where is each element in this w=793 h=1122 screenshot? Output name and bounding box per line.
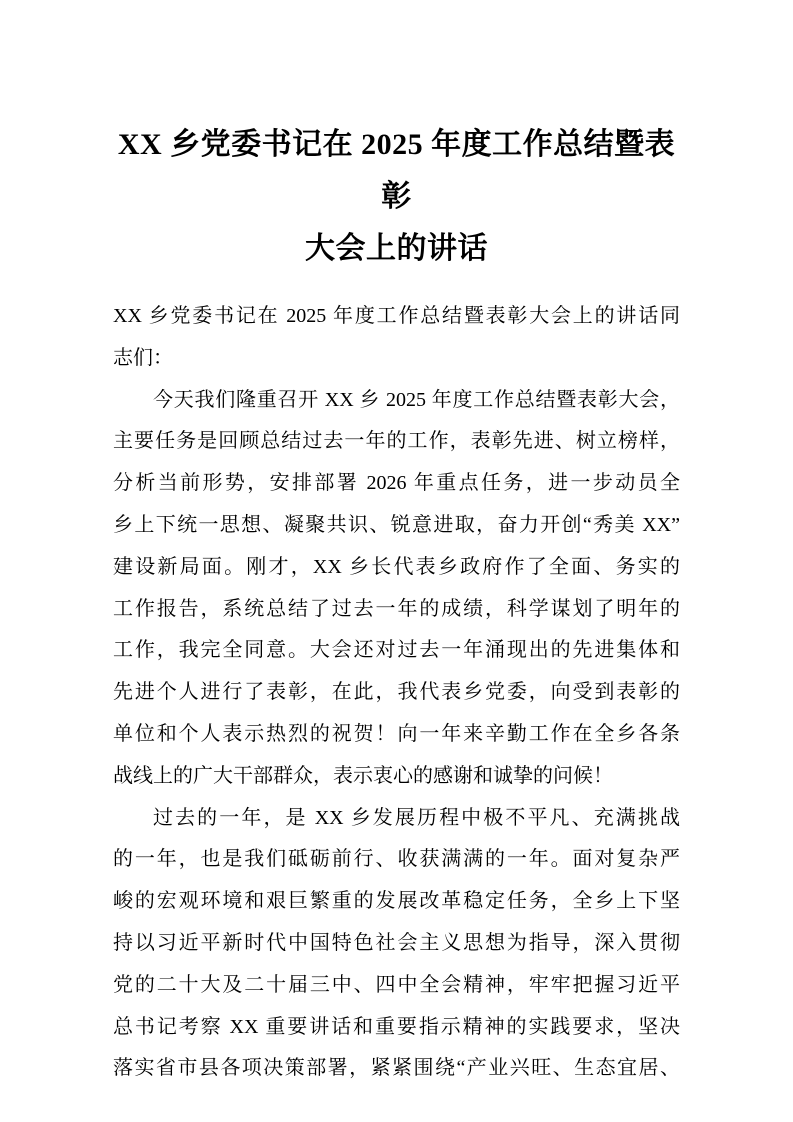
text-line: 峻的宏观环境和艰巨繁重的发展改革稳定任务，全乡上下坚 [113, 890, 680, 913]
text-line: 工作，我完全同意。大会还对过去一年涌现出的先进集体和 [113, 639, 680, 662]
text-line: 今天我们隆重召开 XX 乡 2025 年度工作总结暨表彰大会， [153, 388, 680, 411]
text-line: 先进个人进行了表彰，在此，我代表乡党委，向受到表彰的 [113, 681, 680, 704]
text-line: 过去的一年，是 XX 乡发展历程中极不平凡、充满挑战 [153, 806, 680, 829]
text-line: 志们： [113, 346, 173, 369]
document-title-line-2: 大会上的讲话 [305, 232, 488, 265]
text-line: 总书记考察 XX 重要讲话和重要指示精神的实践要求，坚决 [113, 1015, 680, 1038]
text-line: 落实省市县各项决策部署，紧紧围绕“产业兴旺、生态宜居、 [113, 1057, 680, 1080]
text-line: 分析当前形势，安排部署 2026 年重点任务，进一步动员全 [113, 472, 680, 495]
text-line: 的一年，也是我们砥砺前行、收获满满的一年。面对复杂严 [113, 848, 680, 871]
text-line: 党的二十大及二十届三中、四中全会精神，牢牢把握习近平 [113, 973, 680, 996]
text-line: 主要任务是回顾总结过去一年的工作，表彰先进、树立榜样， [113, 430, 680, 453]
document-title [113, 119, 680, 275]
text-line: XX 乡党委书记在 2025 年度工作总结暨表彰大会上的讲话同 [113, 305, 680, 327]
text-line: 工作报告，系统总结了过去一年的成绩，科学谋划了明年的 [113, 597, 680, 620]
text-line: 单位和个人表示热烈的祝贺！向一年来辛勤工作在全乡各条 [113, 722, 680, 745]
text-line: 建设新局面。刚才，XX 乡长代表乡政府作了全面、务实的 [113, 555, 680, 578]
text-line: 持以习近平新时代中国特色社会主义思想为指导，深入贯彻 [113, 931, 680, 954]
document-body [113, 296, 680, 1090]
document-title-line-1: XX 乡党委书记在 2025 年度工作总结暨表彰 [117, 128, 676, 213]
text-line: 乡上下统一思想、凝聚共识、锐意进取，奋力开创“秀美 XX” [113, 513, 680, 536]
text-line: 战线上的广大干部群众，表示衷心的感谢和诚挚的问候！ [113, 764, 613, 787]
